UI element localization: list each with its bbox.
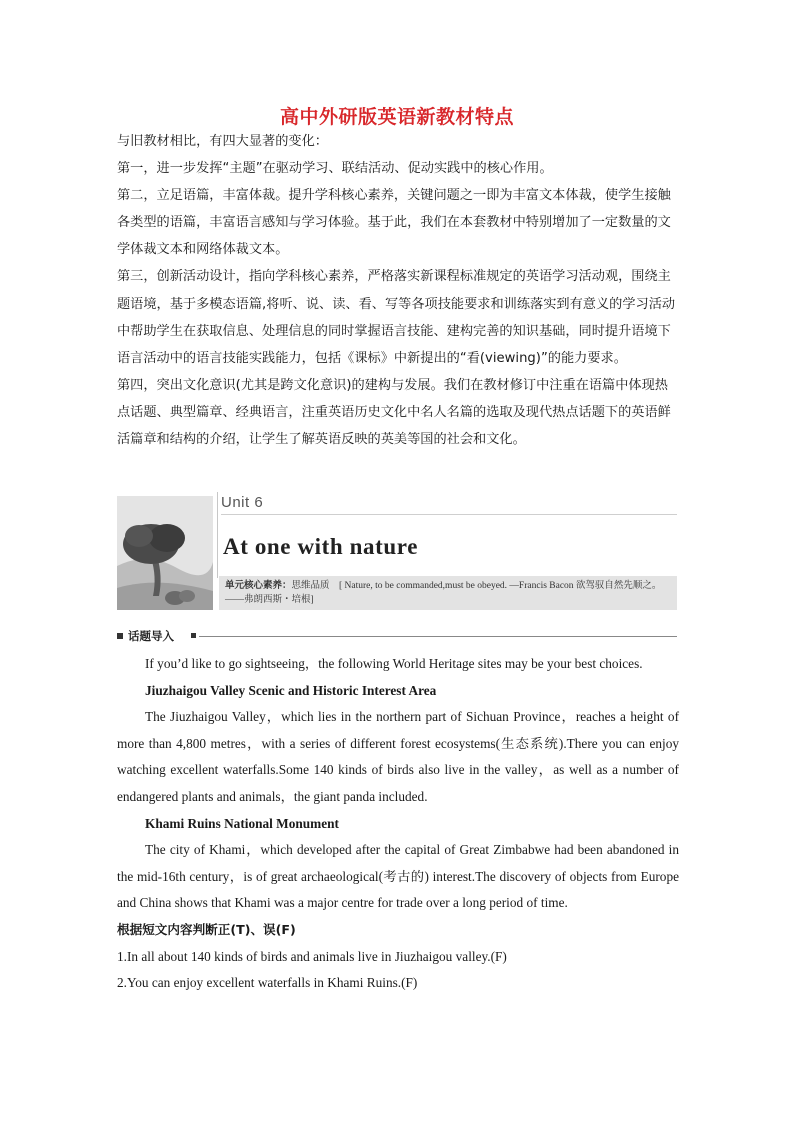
page-title: 高中外研版英语新教材特点 — [279, 106, 514, 128]
intro-point-1: 第一，进一步发挥“主题”在驱动学习、联结活动、促动实践中的核心作用。 — [117, 161, 553, 177]
square-bullet-icon — [117, 633, 123, 639]
intro-point-2: 第二，立足语篇，丰富体裁。提升学科核心素养，关键问题之一即为丰富文本体裁，使学生接触各类型的语篇，丰富语言感知与学习体验。基于此，我们在本套教材中特别增加了一定数量的文学体裁文本和网络体裁文本。 — [117, 188, 671, 258]
core-literacy-text: 思维品质 [ Nature, to be commanded,must be obeyed. —Francis Bacon 欲驾驭自然先顺之。——弗朗西斯・培根] — [225, 581, 662, 605]
intro-point-3: 第三，创新活动设计，指向学科核心素养，严格落实新课程标准规定的英语学习活动观，围绕主题语境，基于多模态语篇,将听、说、读、看、写等各项技能要求和训练落实到有意义的学习活动中帮助学生在获取信息、处理信息的同时掌握语言技能、建构完善的知识基础，同时提升语境下语言活动中的语言技能实践能力，包括《课标》中新提出的“看(viewing)”的能力要求。 — [117, 269, 676, 366]
reading-passage — [117, 651, 679, 997]
site2-title: Khami Ruins National Monument — [145, 815, 339, 831]
intro-text — [117, 128, 679, 453]
task-instruction: 根据短文内容判断正(T)、误(F) — [117, 921, 296, 937]
unit-rule — [221, 514, 677, 515]
unit-title: At one with nature — [223, 534, 419, 559]
intro-point-4: 第四，突出文化意识(尤其是跨文化意识)的建构与发展。我们在教材修订中注重在语篇中体现热点话题、典型篇章、经典语言，注重英语历史文化中名人名篇的选取及现代热点话题下的英语鲜活篇章和结构的介绍，让学生了解英语反映的英美等国的社会和文化。 — [117, 377, 671, 448]
section-heading-text: 话题导入 — [128, 629, 174, 643]
task-item-2: 2.You can enjoy excellent waterfalls in Khami Ruins.(F) — [117, 975, 418, 991]
unit-number: Unit 6 — [221, 494, 264, 511]
reading-intro: If you’d like to go sightseeing，the following World Heritage sites may be your best choices. — [145, 656, 643, 671]
site1-title: Jiuzhaigou Valley Scenic and Historic Interest Area — [145, 682, 437, 698]
section-heading — [117, 628, 677, 646]
site1-text: The Jiuzhaigou Valley，which lies in the northern part of Sichuan Province，reaches a height of more than 4,800 metres，with a series of different forest ecosystems(生态系统).There you can enjoy watching excellent waterfalls.Some 140 kinds of birds also live in the valley，as well as a number of endangered plants and animals，the giant panda included. — [117, 709, 679, 804]
site2-text: The city of Khami，which developed after the capital of Great Zimbabwe had been abandoned in the mid-16th century，is of great archaeological(考古的) interest.The discovery of objects from Europe and China shows that Khami was a major centre for trade over a long period of time. — [117, 842, 679, 911]
tree-illustration — [117, 496, 213, 610]
section-rule — [199, 636, 677, 637]
banner-divider — [217, 492, 218, 578]
core-literacy-box — [219, 576, 677, 610]
intro-lead: 与旧教材相比，有四大显著的变化： — [117, 134, 328, 149]
square-bullet-icon — [191, 633, 196, 638]
core-literacy-label: 单元核心素养： — [225, 581, 292, 591]
task-item-1: 1.In all about 140 kinds of birds and animals live in Jiuzhaigou valley.(F) — [117, 948, 507, 964]
unit-banner — [117, 492, 677, 612]
